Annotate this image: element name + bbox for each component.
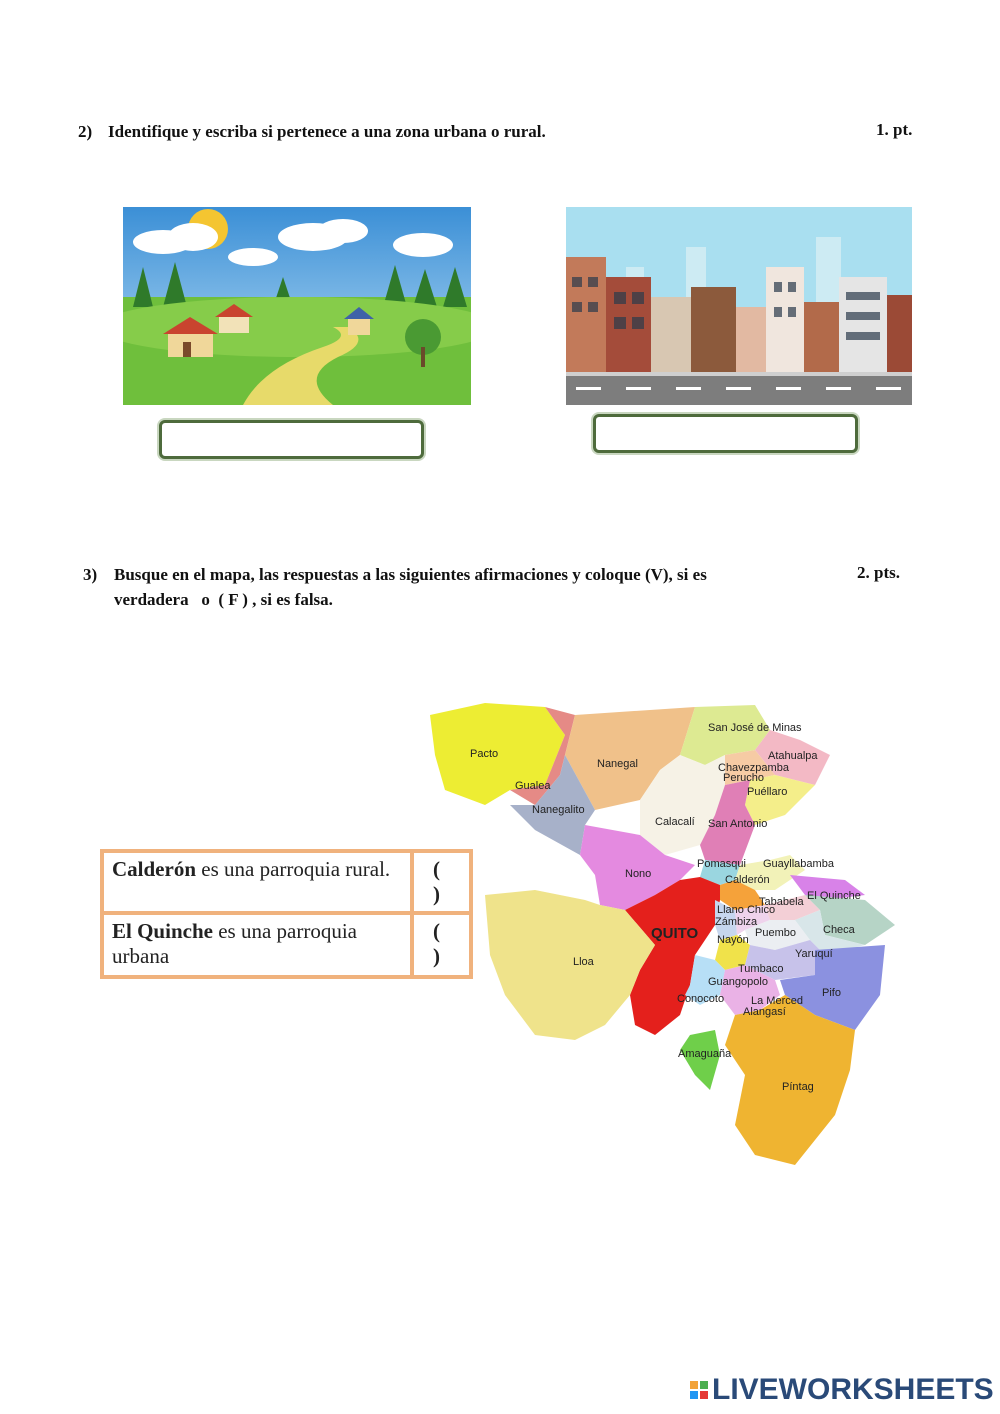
map-parish-label: Pomasqui [697, 858, 746, 870]
map-parish-label: Checa [823, 924, 855, 936]
map-parish-label: Lloa [573, 956, 594, 968]
answer-cell[interactable]: ( ) [412, 913, 471, 977]
map-parish-label: Pacto [470, 748, 499, 760]
logo-text: LIVEWORKSHEETS [712, 1373, 994, 1406]
map-parish-label: Conocoto [677, 993, 725, 1005]
map-parish-label: Nanegalito [532, 804, 585, 816]
table-row [102, 913, 471, 977]
map-parish-label: Puéllaro [747, 786, 788, 798]
rural-answer-input[interactable] [159, 420, 424, 459]
answer-cell[interactable]: ( ) [412, 851, 471, 913]
map-parish-label: QUITO [651, 925, 699, 942]
logo-grid-icon [690, 1381, 708, 1399]
map-parish-label: Guangopolo [708, 976, 768, 988]
question-3-points: 2. pts. [857, 563, 900, 582]
map-parish-label: Chavezpamba [718, 762, 789, 774]
map-parish-label: Pifo [822, 987, 841, 999]
map-parish-label: El Quinche [807, 890, 861, 902]
question-3-line1: Busque en el mapa, las respuestas a las siguientes afirmaciones y coloque (V), si es [114, 565, 707, 584]
question-2-text: Identifique y escriba si pertenece a una zona urbana o rural. [108, 122, 546, 141]
map-parish-label: San Antonio [708, 818, 768, 830]
map-parish-label: San José de Minas [708, 722, 802, 734]
map-parish-label: Calacalí [655, 816, 695, 828]
map-parish-label: Amaguaña [678, 1048, 732, 1060]
map-parish-label: Guayllabamba [763, 858, 834, 870]
map-parish-label: Gualea [515, 780, 551, 792]
question-2-number: 2) [78, 122, 93, 141]
quito-parishes-map [425, 695, 900, 1170]
map-parish-label: Alangasí [743, 1006, 786, 1018]
map-parish-label: Nanegal [597, 758, 638, 770]
map-parish-label: Nono [625, 868, 652, 880]
true-false-table [100, 849, 473, 979]
question-2-points: 1. pt. [876, 120, 913, 139]
map-parish-label: Calderón [725, 874, 770, 886]
rural-landscape-image [123, 207, 471, 405]
urban-answer-input[interactable] [593, 414, 858, 453]
map-parish-label: Tumbaco [738, 963, 784, 975]
map-parish-label: Llano Chico [717, 904, 776, 916]
urban-city-image [566, 207, 912, 405]
map-parish-label: Píntag [782, 1081, 814, 1093]
table-row [102, 851, 471, 913]
statement-cell: El Quinche es una parroquia urbana [102, 913, 412, 977]
map-parish-label: La Merced [751, 995, 803, 1007]
statement-cell: Calderón es una parroquia rural. [102, 851, 412, 913]
question-3-number: 3) [83, 565, 98, 584]
map-parish-label: Tababela [759, 896, 804, 908]
liveworksheets-logo [690, 1373, 994, 1407]
map-parish-label: Zámbiza [715, 916, 758, 928]
map-parish-label: Atahualpa [768, 750, 818, 762]
map-parish-label: Puembo [755, 927, 796, 939]
map-parish-label: Nayón [717, 934, 749, 946]
map-parish-label: Perucho [723, 772, 764, 784]
map-parish-label: Yaruquí [795, 948, 833, 960]
question-3-line2: verdadera o ( F ) , si es falsa. [114, 590, 333, 609]
